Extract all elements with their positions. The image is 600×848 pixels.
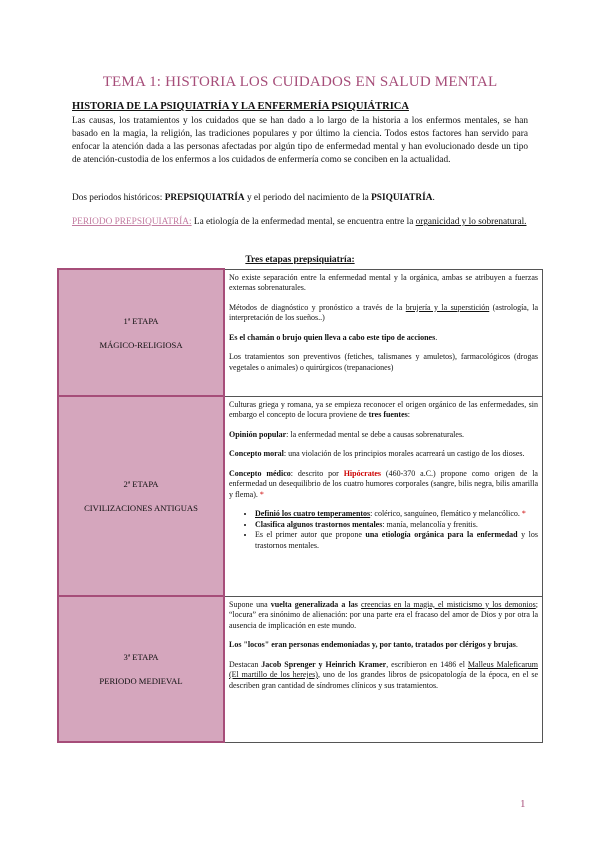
opinion-text: : la enfermedad mental se debe a causas sobrenaturales.	[286, 429, 465, 439]
stage-cell-3	[58, 596, 224, 742]
stage1-p2	[229, 303, 538, 324]
bullet3-pre: Es el primer autor que propone	[255, 530, 366, 539]
stage3-p3-post: , uno de los grandes libros de psicopatología de la época, en el se describen gran cantidad de síndromes clínicos y sus tratamientos.	[229, 670, 538, 690]
stage2-medico	[229, 469, 538, 501]
stage-description-3	[224, 596, 543, 742]
bullet1-label: Definió los cuatro temperamentos	[255, 509, 371, 518]
prepsiquiatria-text: La etiología de la enfermedad mental, se encuentra entre la	[191, 217, 416, 227]
periods-middle: y el periodo del nacimiento de la	[244, 193, 372, 203]
bullet3-label: una etiología orgánica para la enfermedad	[365, 530, 518, 539]
stage3-p2-bold: Los "locos" eran personas endemoniadas y, por tanto, tratados por clérigos y brujas	[229, 640, 516, 649]
stage2-p1-pre: Culturas griega y romana, ya se empieza reconocer el origen orgánico de las enfermedades, sin embargo el concepto de locura proviene de	[229, 399, 538, 419]
stage3-p1	[229, 600, 538, 632]
periods-term-prepsiquiatria: PREPSIQUIATRÍA	[164, 193, 245, 203]
asterisk-mark: *	[521, 509, 526, 518]
stage2-p1-bold: tres fuentes	[368, 410, 408, 419]
moral-label: Concepto moral	[229, 449, 284, 458]
list-item	[255, 530, 538, 551]
asterisk-mark: *	[259, 489, 264, 499]
table-row	[58, 269, 543, 396]
stage3-p2	[229, 640, 538, 651]
stage-name: PERIODO MEDIEVAL	[99, 676, 183, 686]
medico-label: Concepto médico	[229, 468, 291, 478]
stage-number: 2ª ETAPA	[123, 479, 159, 489]
bullet3-post: y los trastornos mentales.	[255, 530, 538, 550]
stage3-p3-underlined: Malleus Maleficarum (El martillo de los herejes)	[229, 659, 538, 679]
opinion-label: Opinión popular	[229, 429, 287, 439]
stages-table	[57, 268, 543, 743]
page-title: TEMA 1: HISTORIA LOS CUIDADOS EN SALUD MENTAL	[102, 74, 498, 90]
moral-text: : una violación de los principios morales acarreará un castigo de los dioses.	[283, 449, 525, 458]
stage-cell-2	[58, 396, 224, 596]
bullet2-text: : manía, melancolía y frenitis.	[382, 519, 478, 529]
stage-name: MÁGICO-RELIGIOSA	[99, 339, 183, 350]
stage3-p1-pre: Supone una	[229, 599, 271, 609]
section-heading: HISTORIA DE LA PSIQUIATRÍA Y LA ENFERMERÍA PSIQUIÁTRICA	[72, 101, 409, 112]
stage2-p1-post: :	[407, 410, 410, 419]
periods-term-psiquiatria: PSIQUIATRÍA	[371, 193, 433, 203]
stage3-p3	[229, 660, 538, 692]
stage1-p3	[229, 333, 538, 344]
stage2-opinion	[229, 430, 538, 441]
list-item	[255, 509, 538, 520]
table-row	[58, 596, 543, 742]
prepsiquiatria-paragraph	[72, 216, 528, 229]
stage2-p1	[229, 400, 538, 421]
stage3-p1-bold: vuelta generalizada a las	[270, 599, 361, 609]
medico-text: (460-370 a.C.) propone como origen de la enfermedad un desequilibrio de los cuatro humores corporales (sangre, bilis negra, bilis amarilla y flema).	[229, 468, 538, 499]
stage1-p3-bold: Es el chamán o brujo quien lleva a cabo este tipo de acciones	[229, 332, 436, 342]
intro-paragraph: Las causas, los tratamientos y los cuidados que se han dado a lo largo de la historia a los enfermos mentales, se han basado en la magia, la religión, las tradiciones populares y por último la ciencia. Todos estos factores han servido para enfocar la atención dada a las personas afectadas por algún tipo de enfermedad mental y han evolucionado desde un tipo de atención-custodia de los enfermos a los cuidados de enfermería como se conciben en la actualidad.	[72, 116, 528, 165]
stage1-p3-end: .	[435, 332, 438, 342]
stage-cell-1	[58, 269, 224, 396]
prepsiquiatria-underlined: organicidad y lo sobrenatural.	[415, 217, 527, 227]
stage3-p2-end: .	[515, 640, 518, 649]
hipocrates-name: Hipócrates	[343, 468, 382, 478]
stage1-p1: No existe separación entre la enfermedad mental y la orgánica, ambas se atribuyen a fuerzas externas sobrenaturales.	[229, 272, 538, 292]
stage3-p1-underlined: creencias en la magia, el misticismo y los demonios	[360, 599, 536, 609]
stage-number: 1ª ETAPA	[123, 315, 159, 326]
stage3-p1-post: ; “locura” era sinónimo de alienación: por una parte era el fracaso del amor de Dios y por otra la ausencia de implicación en este mundo.	[229, 599, 538, 630]
table-row	[58, 396, 543, 596]
stage1-p2-underlined: brujería y la superstición	[405, 302, 490, 312]
stage3-p3-mid: , escribieron en 1486 el	[386, 659, 468, 669]
stage-number: 3ª ETAPA	[123, 652, 159, 662]
stage-description-2	[224, 396, 543, 596]
stage2-bullets	[229, 509, 538, 551]
medico-mid: : descrito por	[290, 468, 344, 478]
stage-description-1	[224, 269, 543, 396]
stage-name: CIVILIZACIONES ANTIGUAS	[84, 503, 198, 513]
periods-prefix: Dos periodos históricos:	[72, 193, 165, 203]
table-caption: Tres etapas prepsiquiatría:	[245, 255, 355, 265]
bullet2-label: Clasifica algunos trastornos mentales	[255, 519, 383, 529]
bullet1-text: : colérico, sanguíneo, flemático y melancólico.	[370, 509, 522, 518]
list-item	[255, 520, 538, 531]
page-number: 1	[520, 798, 526, 810]
stage3-p3-pre: Destacan	[229, 659, 262, 669]
stage1-p4: Los tratamientos son preventivos (fetiches, talismanes y amuletos), farmacológicos (drogas vegetales o animales) o quirúrgicos (trepanaciones)	[229, 352, 538, 372]
periods-paragraph	[72, 192, 528, 205]
periods-suffix: .	[432, 193, 435, 203]
stage3-p3-bold: Jacob Sprenger y Heinrich Kramer	[261, 659, 387, 669]
prepsiquiatria-label: PERIODO PREPSIQUIATRÍA:	[72, 217, 192, 227]
stage1-p2-post: (astrología, la interpretación de los sueños..)	[229, 302, 539, 322]
stage1-p2-pre: Métodos de diagnóstico y pronóstico a través de la	[229, 302, 406, 312]
stage2-moral	[229, 449, 538, 460]
